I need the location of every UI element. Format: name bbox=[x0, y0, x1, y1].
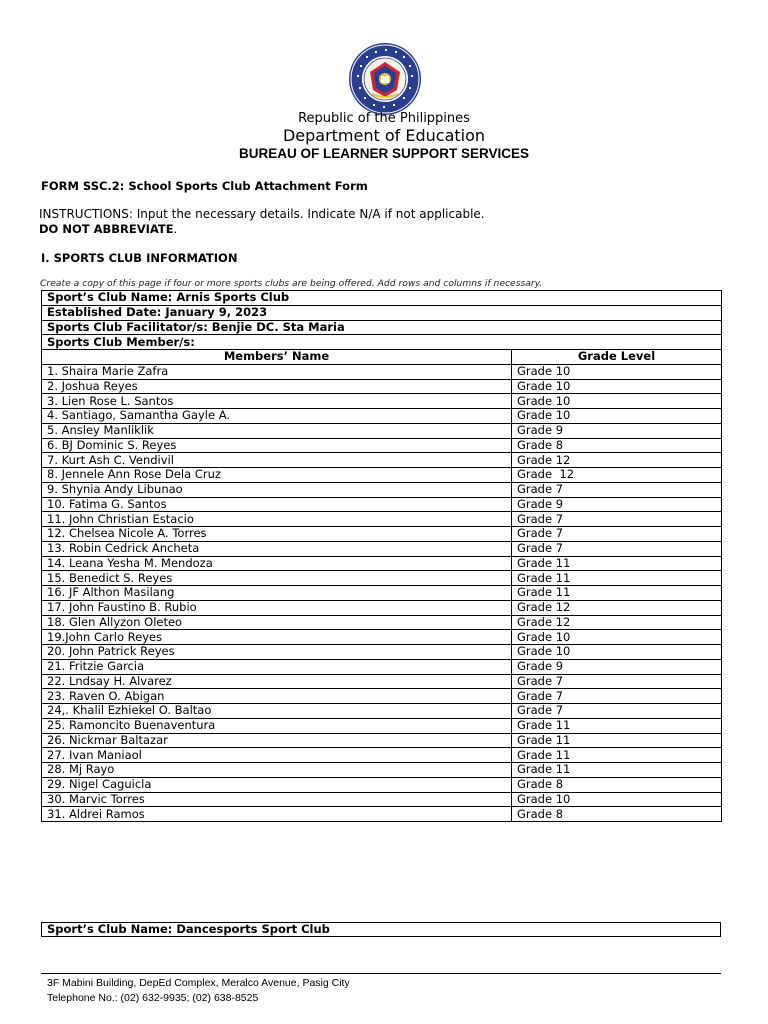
member-name: 10. Fatima G. Santos bbox=[42, 497, 512, 512]
table-row bbox=[42, 438, 722, 453]
seal-icon bbox=[348, 42, 422, 116]
column-header-name: Members’ Name bbox=[42, 350, 512, 365]
table-row bbox=[42, 615, 722, 630]
member-name: 23. Raven O. Abigan bbox=[42, 689, 512, 704]
member-grade: Grade 11 bbox=[512, 556, 722, 571]
member-grade: Grade 7 bbox=[512, 512, 722, 527]
table-row bbox=[42, 777, 722, 792]
member-grade: Grade 12 bbox=[512, 615, 722, 630]
member-grade: Grade 11 bbox=[512, 748, 722, 763]
copy-note: Create a copy of this page if four or more sports clubs are being offered. Add rows and columns if necessary. bbox=[40, 278, 543, 289]
table-row bbox=[42, 541, 722, 556]
member-name: 17. John Faustino B. Rubio bbox=[42, 600, 512, 615]
table-row bbox=[42, 733, 722, 748]
member-grade: Grade 8 bbox=[512, 777, 722, 792]
club-name-row bbox=[42, 291, 722, 306]
table-row bbox=[42, 527, 722, 542]
table-row bbox=[42, 571, 722, 586]
footer-address: 3F Mabini Building, DepEd Complex, Meralco Avenue, Pasig City bbox=[47, 977, 350, 989]
member-name: 5. Ansley Manliklik bbox=[42, 423, 512, 438]
member-grade: Grade 10 bbox=[512, 364, 722, 379]
table-row bbox=[42, 645, 722, 660]
deped-seal-logo bbox=[348, 42, 422, 116]
table-row bbox=[42, 453, 722, 468]
member-grade: Grade 9 bbox=[512, 423, 722, 438]
member-grade: Grade 11 bbox=[512, 733, 722, 748]
member-grade: Grade 7 bbox=[512, 674, 722, 689]
table-row bbox=[42, 482, 722, 497]
section-title: I. SPORTS CLUB INFORMATION bbox=[41, 251, 238, 265]
table-row bbox=[42, 364, 722, 379]
member-grade: Grade 12 bbox=[512, 453, 722, 468]
form-title: FORM SSC.2: School Sports Club Attachment Form bbox=[41, 179, 368, 193]
club-name-row bbox=[42, 923, 721, 937]
member-grade: Grade 7 bbox=[512, 704, 722, 719]
member-grade: Grade 11 bbox=[512, 718, 722, 733]
table-row bbox=[42, 659, 722, 674]
table-row bbox=[42, 718, 722, 733]
republic-heading: Republic of the Philippines bbox=[298, 111, 470, 126]
member-name: 20. John Patrick Reyes bbox=[42, 645, 512, 660]
footer-telephone: Telephone No.: (02) 632-9935; (02) 638-8525 bbox=[47, 992, 259, 1004]
members-label-row bbox=[42, 335, 722, 350]
table-row bbox=[42, 807, 722, 822]
no-abbreviate-text: DO NOT ABBREVIATE bbox=[39, 222, 174, 236]
member-grade: Grade 7 bbox=[512, 527, 722, 542]
member-name: 11. John Christian Estacio bbox=[42, 512, 512, 527]
member-grade: Grade 9 bbox=[512, 659, 722, 674]
member-name: 29. Nigel Caguicla bbox=[42, 777, 512, 792]
table-row bbox=[42, 763, 722, 778]
table-row bbox=[42, 674, 722, 689]
table-row bbox=[42, 704, 722, 719]
member-grade: Grade 10 bbox=[512, 394, 722, 409]
club-name: Sport’s Club Name: Dancesports Sport Club bbox=[42, 923, 721, 937]
table-row bbox=[42, 556, 722, 571]
member-grade: Grade 10 bbox=[512, 645, 722, 660]
table-row bbox=[42, 423, 722, 438]
member-grade: Grade 7 bbox=[512, 689, 722, 704]
table-row bbox=[42, 586, 722, 601]
members-label: Sports Club Member/s: bbox=[42, 335, 722, 350]
member-grade: Grade 11 bbox=[512, 586, 722, 601]
member-name: 8. Jennele Ann Rose Dela Cruz bbox=[42, 468, 512, 483]
established-row bbox=[42, 305, 722, 320]
member-name: 22. Lndsay H. Alvarez bbox=[42, 674, 512, 689]
member-name: 26. Nickmar Baltazar bbox=[42, 733, 512, 748]
table-row bbox=[42, 468, 722, 483]
member-grade: Grade 10 bbox=[512, 379, 722, 394]
bureau-heading: BUREAU OF LEARNER SUPPORT SERVICES bbox=[238, 146, 530, 161]
member-name: 4. Santiago, Samantha Gayle A. bbox=[42, 409, 512, 424]
established-date: Established Date: January 9, 2023 bbox=[42, 305, 722, 320]
member-name: 30. Marvic Torres bbox=[42, 792, 512, 807]
table-header-row bbox=[42, 350, 722, 365]
table-row bbox=[42, 630, 722, 645]
member-name: 12. Chelsea Nicole A. Torres bbox=[42, 527, 512, 542]
table-row bbox=[42, 512, 722, 527]
member-grade: Grade 11 bbox=[512, 763, 722, 778]
member-name: 2. Joshua Reyes bbox=[42, 379, 512, 394]
no-abbreviate-warning bbox=[39, 222, 177, 236]
table-row bbox=[42, 409, 722, 424]
table-row bbox=[42, 689, 722, 704]
member-grade: Grade 12 bbox=[512, 468, 722, 483]
sports-club-table bbox=[41, 290, 722, 822]
member-grade: Grade 10 bbox=[512, 630, 722, 645]
member-name: 15. Benedict S. Reyes bbox=[42, 571, 512, 586]
column-header-grade: Grade Level bbox=[512, 350, 722, 365]
member-name: 6. BJ Dominic S. Reyes bbox=[42, 438, 512, 453]
club-name: Sport’s Club Name: Arnis Sports Club bbox=[42, 291, 722, 306]
member-grade: Grade 8 bbox=[512, 438, 722, 453]
footer-divider bbox=[41, 973, 721, 974]
member-name: 1. Shaira Marie Zafra bbox=[42, 364, 512, 379]
instructions-text: INSTRUCTIONS: Input the necessary details. Indicate N/A if not applicable. bbox=[39, 207, 485, 221]
facilitator-row bbox=[42, 320, 722, 335]
table-row bbox=[42, 600, 722, 615]
member-name: 14. Leana Yesha M. Mendoza bbox=[42, 556, 512, 571]
member-name: 3. Lien Rose L. Santos bbox=[42, 394, 512, 409]
member-grade: Grade 9 bbox=[512, 497, 722, 512]
member-name: 24,. Khalil Ezhiekel O. Baltao bbox=[42, 704, 512, 719]
member-name: 25. Ramoncito Buenaventura bbox=[42, 718, 512, 733]
member-name: 13. Robin Cedrick Ancheta bbox=[42, 541, 512, 556]
no-abbreviate-period: . bbox=[173, 222, 178, 236]
member-name: 28. Mj Rayo bbox=[42, 763, 512, 778]
club-facilitator: Sports Club Facilitator/s: Benjie DC. Sta Maria bbox=[42, 320, 722, 335]
member-name: 9. Shynia Andy Libunao bbox=[42, 482, 512, 497]
member-name: 31. Aldrei Ramos bbox=[42, 807, 512, 822]
member-grade: Grade 7 bbox=[512, 482, 722, 497]
table-row bbox=[42, 748, 722, 763]
table-row bbox=[42, 379, 722, 394]
table-row bbox=[42, 792, 722, 807]
member-grade: Grade 10 bbox=[512, 409, 722, 424]
member-name: 16. JF Althon Masilang bbox=[42, 586, 512, 601]
member-grade: Grade 11 bbox=[512, 571, 722, 586]
member-grade: Grade 8 bbox=[512, 807, 722, 822]
table-row bbox=[42, 497, 722, 512]
table-row bbox=[42, 394, 722, 409]
member-grade: Grade 12 bbox=[512, 600, 722, 615]
member-name: 21. Fritzie Garcia bbox=[42, 659, 512, 674]
member-name: 27. Ivan Maniaol bbox=[42, 748, 512, 763]
department-heading: Department of Education bbox=[282, 126, 486, 145]
member-grade: Grade 10 bbox=[512, 792, 722, 807]
member-name: 18. Glen Allyzon Oleteo bbox=[42, 615, 512, 630]
second-club-table bbox=[41, 922, 721, 937]
member-name: 7. Kurt Ash C. Vendivil bbox=[42, 453, 512, 468]
member-name: 19.John Carlo Reyes bbox=[42, 630, 512, 645]
member-grade: Grade 7 bbox=[512, 541, 722, 556]
